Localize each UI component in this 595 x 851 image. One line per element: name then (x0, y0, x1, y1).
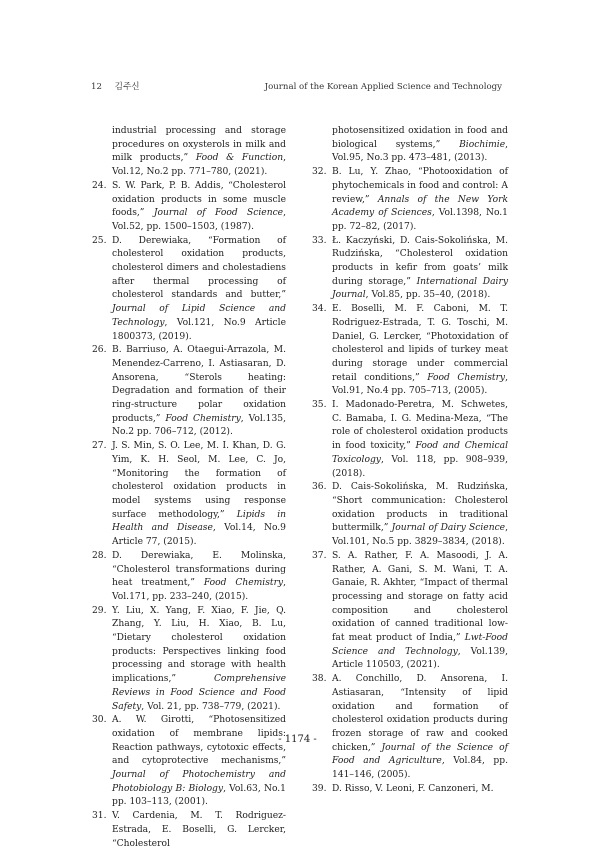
reference-details: , Vol.85, pp. 35–40, (2018). (365, 290, 491, 301)
reference-text: B. Lu, Y. Zhao, “Photooxidation of phytochemicals in food and control: A review,” (332, 167, 508, 205)
reference-details: , Vol.52, pp. 1500–1503, (1987). (112, 208, 286, 232)
header-journal-title: Journal of the Korean Applied Science and Technology (264, 82, 502, 92)
reference-source: Journal of Lipid Science and Technology (112, 304, 286, 328)
reference-text: D. Derewiaka, “Formation of cholesterol oxidation products, cholesterol dimers and cholestadiens after thermal processing of cholesterol standards and butter,” (112, 235, 286, 301)
reference-text: industrial processing and storage procedures on oxysterols in milk and milk products,” (112, 126, 286, 164)
page-footer-number: - 1174 - (278, 734, 317, 745)
reference-number: 35. (312, 400, 327, 411)
header-left (91, 81, 140, 95)
reference-source: Journal of Photochemistry and Photobiology B: Biology (112, 770, 286, 794)
reference-text: A. W. Girotti, “Photosensitized oxidation of membrane lipids: Reaction pathways, cytotoxic effects, and cytoprotective mechanisms,” (112, 715, 286, 767)
reference-number: 31. (92, 811, 107, 822)
reference-entry (92, 235, 286, 345)
reference-details: , Vol.121, No.9 Article 1800373, (2019). (112, 317, 286, 342)
reference-source: Biochimie (459, 139, 506, 150)
reference-continuation (312, 125, 508, 166)
reference-source: Annals of the New York Academy of Sciences (332, 194, 508, 219)
reference-entry (312, 166, 508, 235)
reference-text: I. Madonado-Peretra, M. Schwetes, C. Bamaba, I. G. Medina-Meza, “The role of cholesterol oxidation products in food toxicity,” (332, 400, 508, 452)
reference-text: photosensitized oxidation in food and biological systems,” (332, 126, 508, 150)
reference-text: S. W. Park, P. B. Addis, “Cholesterol oxidation products in some muscle foods,” (112, 180, 286, 219)
reference-source: Journal of Dairy Science (391, 523, 506, 534)
reference-number: 34. (312, 304, 327, 315)
reference-text: J. S. Min, S. O. Lee, M. I. Khan, D. G. Yim, K. H. Seol, M. Lee, C. Jo, “Monitoring the formation of cholesterol oxidation products in model systems using response surface methodology,” (112, 441, 286, 520)
reference-details: , Vol.139, Article 110503, (2021). (332, 646, 508, 671)
reference-details: , Vol.135, No.2 pp. 706–712, (2012). (112, 413, 286, 438)
reference-number: 27. (92, 441, 107, 452)
reference-number: 36. (312, 482, 327, 493)
reference-number: 30. (92, 715, 107, 726)
reference-number: 39. (312, 783, 327, 794)
reference-details: , Vol.95, No.3 pp. 473–481, (2013). (332, 139, 508, 164)
reference-text: D. Risso, V. Leoni, F. Canzoneri, M. (332, 783, 494, 794)
reference-source: Lipids in Health and Disease (112, 509, 286, 534)
reference-entry (312, 235, 508, 304)
reference-entry (312, 303, 508, 399)
reference-source: Food Chemistry (203, 578, 284, 589)
reference-source: Comprehensive Reviews in Food Science and Food Safety (112, 674, 286, 712)
reference-source: Food Chemistry (427, 372, 506, 383)
reference-details: , Vol.14, No.9 Article 77, (2015). (112, 523, 286, 548)
reference-entry (312, 399, 508, 481)
reference-details: , Vol.171, pp. 233–240, (2015). (112, 578, 286, 602)
reference-number: 24. (92, 180, 107, 191)
reference-text: E. Boselli, M. F. Caboni, M. T. Rodriguez-Estrada, T. G. Toschi, M. Daniel, G. Lercker, “Photoxidation of cholesterol and lipids of turkey meat during storage under commercial retail conditions,” (332, 304, 508, 383)
reference-details: , Vol.101, No.5 pp. 3829–3834, (2018). (332, 523, 508, 548)
reference-text: V. Cardenia, M. T. Rodriguez-Estrada, E. Boselli, G. Lercker, “Cholesterol (112, 811, 286, 849)
header-author: 김주신 (114, 82, 140, 92)
reference-source: Lwt-Food Science and Technology (332, 633, 508, 657)
running-header (91, 81, 502, 95)
reference-source: Food Chemistry (165, 413, 241, 424)
reference-entry (312, 673, 508, 783)
reference-source: Food and Chemical Toxicology (332, 441, 508, 465)
reference-entry (92, 550, 286, 605)
reference-text: D. Derewiaka, E. Molinska, “Cholesterol transformations during heat treatment,” (112, 550, 286, 589)
reference-text: B. Barriuso, A. Otaegui-Arrazola, M. Menendez-Carreno, I. Astiasaran, D. Ansorena, “Sterols heating: Degradation and formation of their ring-structure polar oxidation products,” (112, 345, 286, 424)
reference-entry (92, 440, 286, 550)
reference-details: , Vol.91, No.4 pp. 705–713, (2005). (332, 372, 508, 397)
reference-text: A. Conchillo, D. Ansorena, I. Astiasaran, “Intensity of lipid oxidation and formation of cholesterol oxidation products during frozen storage of raw and cooked chicken,” (332, 674, 508, 753)
reference-source: Journal of the Science of Food and Agriculture (332, 742, 508, 767)
reference-number: 37. (312, 550, 327, 561)
reference-details: , Vol. 21, pp. 738–779, (2021). (141, 701, 281, 712)
reference-entry (312, 481, 508, 550)
reference-text: S. A. Rather, F. A. Masoodi, J. A. Rather, A. Gani, S. M. Wani, T. A. Ganaie, R. Akhter, “Impact of thermal processing and storage on fatty acid composition and cholesterol oxidation of canned traditional low-fat meat product of India,” (332, 550, 508, 644)
reference-number: 28. (92, 550, 107, 561)
reference-source: Food & Function (195, 153, 284, 164)
reference-text: D. Cais-Sokolińska, M. Rudzińska, “Short communication: Cholesterol oxidation products in traditional buttermilk,” (332, 482, 508, 534)
reference-details: , Vol.1398, No.1 pp. 72–82, (2017). (332, 208, 508, 232)
reference-details: , Vol.12, No.2 pp. 771–780, (2021). (112, 153, 286, 178)
reference-entry (92, 180, 286, 235)
reference-entry (92, 344, 286, 440)
reference-entry (92, 605, 286, 715)
reference-number: 32. (312, 167, 327, 178)
reference-number: 33. (312, 235, 327, 246)
reference-number: 29. (92, 605, 107, 616)
reference-number: 26. (92, 345, 107, 356)
reference-details: , Vol. 118, pp. 908–939, (2018). (332, 454, 508, 479)
reference-continuation (92, 125, 286, 180)
header-page-number: 12 (91, 82, 102, 92)
reference-text: Ł. Kaczyński, D. Cais-Sokolińska, M. Rudzińska, “Cholesterol oxidation products in kefir from goats’ milk during storage,” (332, 235, 508, 287)
reference-entry (92, 714, 286, 810)
reference-source: Journal of Food Science (153, 208, 284, 219)
references-right-column (312, 125, 508, 796)
reference-number: 38. (312, 674, 327, 685)
reference-entry (92, 810, 286, 851)
reference-details: , Vol.84, pp. 141–146, (2005). (332, 756, 508, 781)
reference-text: Y. Liu, X. Yang, F. Xiao, F. Jie, Q. Zhang, Y. Liu, H. Xiao, B. Lu, “Dietary cholesterol oxidation products: Perspectives linking food processing and storage with health implications,” (112, 605, 286, 685)
reference-entry (312, 550, 508, 673)
reference-details: , Vol.63, No.1 pp. 103–113, (2001). (112, 783, 286, 808)
reference-entry (312, 783, 508, 797)
reference-source: International Dairy Journal (332, 276, 508, 301)
reference-number: 25. (92, 235, 107, 246)
